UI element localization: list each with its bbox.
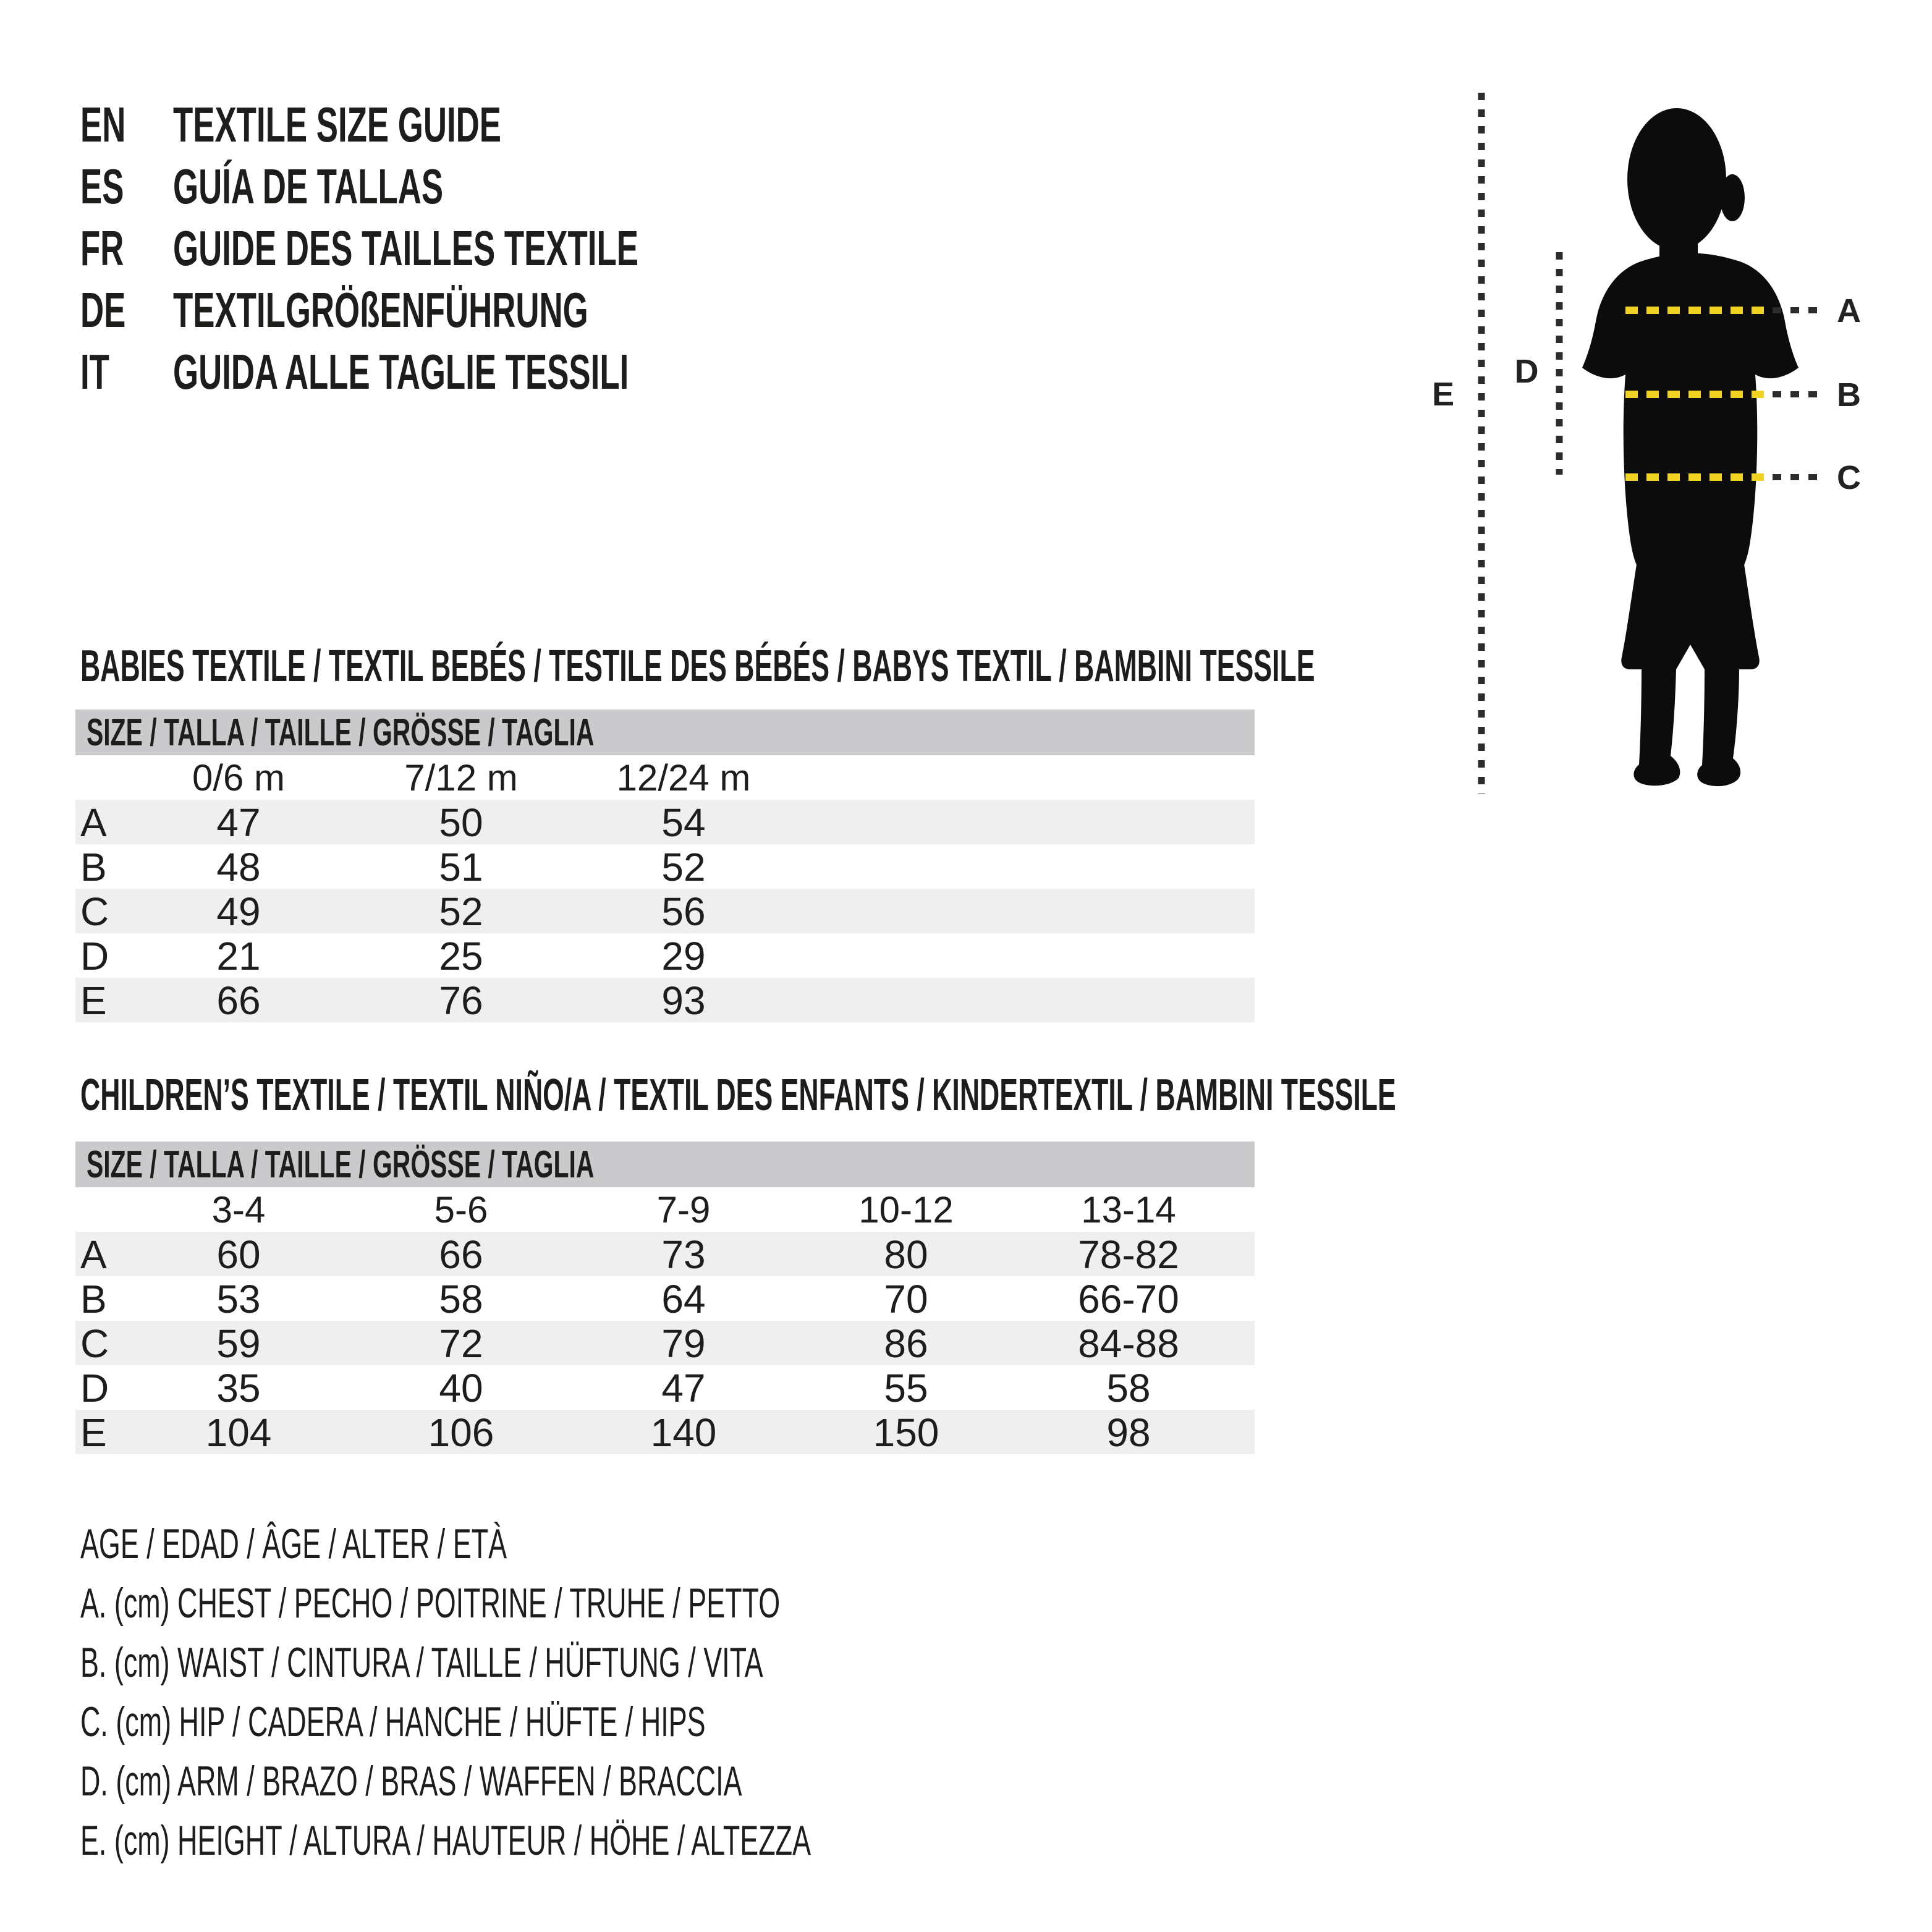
language-title: GUÍA DE TALLAS	[173, 159, 444, 214]
size-value-cell: 76	[439, 978, 483, 1023]
size-header-bar: SIZE / TALLA / TAILLE / GRÖSSE / TAGLIA	[75, 1142, 1255, 1187]
language-code: ES	[80, 159, 124, 214]
size-value-cell: 51	[439, 845, 483, 889]
row-label: A	[80, 800, 107, 845]
legend-line-hip: C. (cm) HIP / CADERA / HANCHE / HÜFTE / HIPS	[80, 1698, 706, 1745]
size-value-cell: 80	[884, 1232, 928, 1277]
language-code: FR	[80, 221, 124, 276]
size-value-cell: 64	[661, 1277, 706, 1321]
row-label: E	[80, 978, 107, 1023]
table-row	[75, 978, 1255, 1022]
size-value-cell: 53	[216, 1277, 261, 1321]
column-header-cell: 5-6	[434, 1188, 488, 1231]
size-value-cell: 58	[1106, 1366, 1151, 1410]
size-value-cell: 66-70	[1078, 1277, 1179, 1321]
size-value-cell: 72	[439, 1321, 483, 1366]
size-value-cell: 52	[439, 889, 483, 934]
table-row	[75, 1365, 1255, 1410]
language-title: TEXTILGRÖßENFÜHRUNG	[173, 282, 588, 337]
babies-section-heading: BABIES TEXTILE / TEXTIL BEBÉS / TESTILE DES BÉBÉS / BABYS TEXTIL / BAMBINI TESSILE	[80, 642, 1315, 691]
size-value-cell: 56	[661, 889, 706, 934]
language-row	[80, 156, 878, 218]
language-title: GUIDE DES TAILLES TEXTILE	[173, 221, 638, 276]
column-header-cell: 13-14	[1081, 1188, 1176, 1231]
figure-label-c: C	[1837, 459, 1861, 496]
table-row	[75, 800, 1255, 844]
size-value-cell: 58	[439, 1277, 483, 1321]
size-value-cell: 55	[884, 1366, 928, 1410]
row-label: D	[80, 934, 109, 978]
size-value-cell: 52	[661, 845, 706, 889]
silhouette-shirt	[1582, 253, 1799, 578]
language-code: IT	[80, 344, 109, 399]
size-value-cell: 47	[216, 800, 261, 845]
language-row	[80, 218, 878, 279]
language-code: EN	[80, 97, 126, 152]
language-row	[80, 341, 878, 403]
row-label: B	[80, 1277, 107, 1321]
language-row	[80, 279, 878, 341]
table-row	[75, 1410, 1255, 1454]
column-header-cell: 7/12 m	[404, 756, 518, 799]
size-value-cell: 86	[884, 1321, 928, 1366]
table-row	[75, 1232, 1255, 1276]
silhouette-ear	[1720, 174, 1745, 221]
size-value-cell: 98	[1106, 1410, 1151, 1455]
size-value-cell: 104	[205, 1410, 272, 1455]
size-value-cell: 47	[661, 1366, 706, 1410]
size-value-cell: 93	[661, 978, 706, 1023]
children-section-heading: CHILDREN’S TEXTILE / TEXTIL NIÑO/A / TEXTIL DES ENFANTS / KINDERTEXTIL / BAMBINI TESSILE	[80, 1070, 1396, 1120]
table-row	[75, 1321, 1255, 1365]
size-value-cell: 79	[661, 1321, 706, 1366]
table-row	[75, 889, 1255, 933]
column-header-row	[75, 1187, 1255, 1232]
size-value-cell: 66	[216, 978, 261, 1023]
size-value-cell: 48	[216, 845, 261, 889]
size-value-cell: 66	[439, 1232, 483, 1277]
table-row	[75, 933, 1255, 978]
legend-line-age: AGE / EDAD / ÂGE / ALTER / ETÀ	[80, 1520, 507, 1567]
size-value-cell: 150	[873, 1410, 939, 1455]
table-row	[75, 844, 1255, 889]
legend-line-chest: A. (cm) CHEST / PECHO / POITRINE / TRUHE / PETTO	[80, 1580, 781, 1627]
size-value-cell: 73	[661, 1232, 706, 1277]
size-value-cell: 29	[661, 934, 706, 978]
row-label: D	[80, 1366, 109, 1410]
measure-legend	[80, 1514, 1187, 1870]
column-header-cell: 0/6 m	[192, 756, 286, 799]
column-header-cell: 3-4	[211, 1188, 266, 1231]
column-header-row	[75, 755, 1255, 800]
size-value-cell: 54	[661, 800, 706, 845]
figure-label-d: D	[1514, 353, 1539, 390]
size-value-cell: 59	[216, 1321, 261, 1366]
size-value-cell: 140	[650, 1410, 717, 1455]
legend-line-arm: D. (cm) ARM / BRAZO / BRAS / WAFFEN / BRACCIA	[80, 1758, 742, 1805]
size-value-cell: 84-88	[1078, 1321, 1179, 1366]
row-label: E	[80, 1410, 107, 1455]
language-title: GUIDA ALLE TAGLIE TESSILI	[173, 344, 629, 399]
row-label: C	[80, 1321, 109, 1366]
babies-size-table	[75, 710, 1255, 1022]
table-row	[75, 1276, 1255, 1321]
children-size-table	[75, 1142, 1255, 1454]
size-value-cell: 70	[884, 1277, 928, 1321]
size-value-cell: 106	[428, 1410, 494, 1455]
figure-label-b: B	[1837, 376, 1861, 413]
figure-label-a: A	[1837, 292, 1861, 329]
size-value-cell: 60	[216, 1232, 261, 1277]
size-value-cell: 21	[216, 934, 261, 978]
measurement-figure	[1409, 87, 1932, 803]
language-row	[80, 94, 878, 156]
row-label: B	[80, 845, 107, 889]
size-value-cell: 78-82	[1078, 1232, 1179, 1277]
legend-line-height: E. (cm) HEIGHT / ALTURA / HAUTEUR / HÖHE / ALTEZZA	[80, 1817, 811, 1864]
column-header-cell: 10-12	[858, 1188, 954, 1231]
row-label: A	[80, 1232, 107, 1277]
column-header-cell: 12/24 m	[616, 756, 751, 799]
language-title: TEXTILE SIZE GUIDE	[173, 97, 501, 152]
size-value-cell: 49	[216, 889, 261, 934]
language-code: DE	[80, 282, 126, 337]
column-header-cell: 7-9	[656, 1188, 711, 1231]
size-value-cell: 40	[439, 1366, 483, 1410]
size-header-bar: SIZE / TALLA / TAILLE / GRÖSSE / TAGLIA	[75, 710, 1255, 755]
figure-label-e: E	[1431, 376, 1455, 413]
size-value-cell: 50	[439, 800, 483, 845]
size-value-cell: 35	[216, 1366, 261, 1410]
row-label: C	[80, 889, 109, 934]
legend-line-waist: B. (cm) WAIST / CINTURA / TAILLE / HÜFTUNG / VITA	[80, 1639, 763, 1686]
language-title-list	[80, 94, 878, 403]
size-value-cell: 25	[439, 934, 483, 978]
